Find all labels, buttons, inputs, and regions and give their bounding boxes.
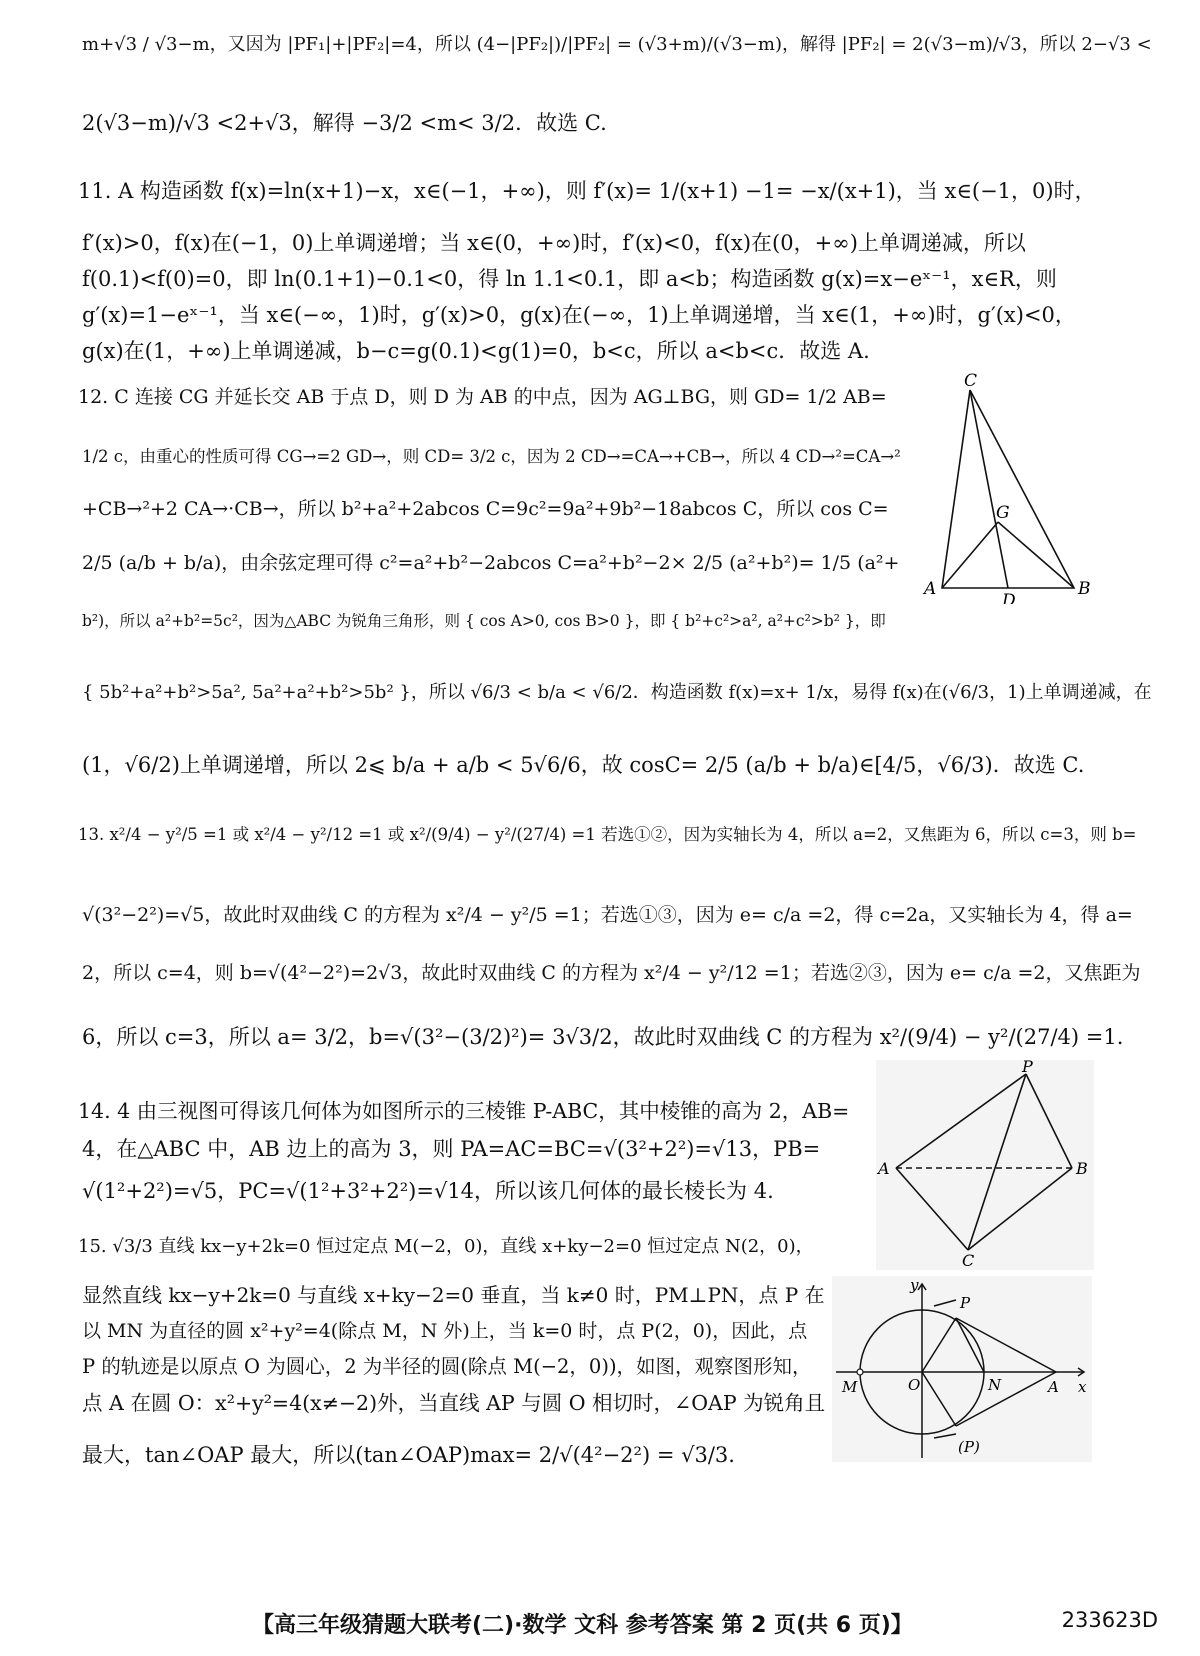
text-line: m+√3 / √3−m，又因为 |PF₁|+|PF₂|=4，所以 (4−|PF₂|)/|PF₂| = (√3+m)/(√3−m)，解得 |PF₂| = 2(√3−m)/√3，所以 2−√3 < bbox=[82, 34, 1152, 55]
text-line: 显然直线 kx−y+2k=0 与直线 x+ky−2=0 垂直，当 k≠0 时，PM⊥PN，点 P 在 bbox=[82, 1283, 825, 1307]
text-line: 11. A 构造函数 f(x)=ln(x+1)−x，x∈(−1，+∞)，则 f′(x)= 1/(x+1) −1= −x/(x+1)，当 x∈(−1，0)时， bbox=[78, 179, 1096, 203]
text-line: (1，√6/2)上单调递增，所以 2⩽ b/a + a/b < 5√6/6，故 cosC= 2/5 (a/b + b/a)∈[4/5，√6/3)．故选 C. bbox=[82, 753, 1085, 777]
text-line: b²)，所以 a²+b²=5c²，因为△ABC 为锐角三角形，则 { cos A>0, cos B>0 }，即 { b²+c²>a², a²+c²>b² }，即 bbox=[82, 612, 886, 630]
text-line: g′(x)=1−eˣ⁻¹，当 x∈(−∞，1)时，g′(x)>0，g(x)在(−∞，1)上单调递增，当 x∈(1，+∞)时，g′(x)<0， bbox=[82, 303, 1076, 327]
text-line: P 的轨迹是以原点 O 为圆心，2 为半径的圆(除点 M(−2，0))，如图，观察图形知， bbox=[82, 1355, 812, 1378]
svg-text:N: N bbox=[988, 1376, 1002, 1394]
svg-text:A: A bbox=[924, 579, 937, 599]
svg-text:(P): (P) bbox=[958, 1438, 980, 1456]
text-line: 14. 4 由三视图可得该几何体为如图所示的三棱锥 P-ABC，其中棱锥的高为 2，AB= bbox=[78, 1099, 850, 1123]
text-line: { 5b²+a²+b²>5a², 5a²+a²+b²>5b² }，所以 √6/3 < b/a < √6/2．构造函数 f(x)=x+ 1/x，易得 f(x)在(√6/3，1)上单调递减，在 bbox=[82, 682, 1152, 703]
svg-text:P: P bbox=[1022, 1060, 1033, 1076]
text-line: +CB→²+2 CA→·CB→，所以 b²+a²+2abcos C=9c²=9a²+9b²−18abcos C，所以 cos C= bbox=[82, 498, 889, 520]
text-line: 12. C 连接 CG 并延长交 AB 于点 D，则 D 为 AB 的中点，因为 AG⊥BG，则 GD= 1/2 AB= bbox=[78, 386, 887, 408]
text-line: f(0.1)<f(0)=0，即 ln(0.1+1)−0.1<0，得 ln 1.1<0.1，即 a<b；构造函数 g(x)=x−eˣ⁻¹，x∈R，则 bbox=[82, 267, 1057, 291]
text-line: 6，所以 c=3，所以 a= 3/2，b=√(3²−(3/2)²)= 3√3/2，故此时双曲线 C 的方程为 x²/(9/4) − y²/(27/4) =1. bbox=[82, 1025, 1124, 1049]
svg-text:G: G bbox=[996, 503, 1010, 523]
text-line: 15. √3/3 直线 kx−y+2k=0 恒过定点 M(−2，0)，直线 x+ky−2=0 恒过定点 N(2，0)， bbox=[78, 1236, 814, 1257]
svg-text:O: O bbox=[908, 1376, 921, 1394]
svg-text:C: C bbox=[962, 1251, 975, 1270]
text-line: 最大，tan∠OAP 最大，所以(tan∠OAP)max= 2/√(4²−2²) = √3/3. bbox=[82, 1443, 735, 1467]
svg-text:y: y bbox=[910, 1276, 919, 1294]
circle-tangent-figure bbox=[832, 1276, 1092, 1462]
svg-text:A: A bbox=[1048, 1378, 1059, 1396]
svg-text:B: B bbox=[1078, 579, 1091, 599]
text-line: 1/2 c，由重心的性质可得 CG→=2 GD→，则 CD= 3/2 c，因为 2 CD→=CA→+CB→，所以 4 CD→²=CA→² bbox=[82, 447, 901, 466]
text-line: 2/5 (a/b + b/a)，由余弦定理可得 c²=a²+b²−2abcos C=a²+b²−2× 2/5 (a²+b²)= 1/5 (a²+ bbox=[82, 552, 900, 574]
footer-code: 233623D bbox=[1061, 1608, 1158, 1632]
triangle-figure bbox=[922, 372, 1092, 604]
svg-text:C: C bbox=[964, 372, 978, 391]
text-line: 以 MN 为直径的圆 x²+y²=4(除点 M，N 外)上，当 k=0 时，点 P(2，0)，因此，点 bbox=[82, 1320, 808, 1342]
text-line: 点 A 在圆 O：x²+y²=4(x≠−2)外，当直线 AP 与圆 O 相切时，∠OAP 为锐角且 bbox=[82, 1391, 826, 1415]
svg-text:D: D bbox=[1002, 591, 1016, 604]
pyramid-figure bbox=[876, 1060, 1094, 1270]
svg-text:M: M bbox=[842, 1378, 858, 1396]
text-line: 13. x²/4 − y²/5 =1 或 x²/4 − y²/12 =1 或 x²/(9/4) − y²/(27/4) =1 若选①②，因为实轴长为 4，所以 a=2，又焦距为 6，所以 c=3，则 b= bbox=[78, 825, 1137, 844]
text-line: √(3²−2²)=√5，故此时双曲线 C 的方程为 x²/4 − y²/5 =1；若选①③，因为 e= c/a =2，得 c=2a，又实轴长为 4，得 a= bbox=[82, 904, 1133, 926]
text-line: 2(√3−m)/√3 <2+√3，解得 −3/2 <m< 3/2．故选 C. bbox=[82, 111, 607, 135]
svg-text:P: P bbox=[960, 1294, 971, 1312]
text-line: g(x)在(1，+∞)上单调递减，b−c=g(0.1)<g(1)=0，b<c，所以 a<b<c．故选 A. bbox=[82, 339, 870, 363]
text-line: √(1²+2²)=√5，PC=√(1²+3²+2²)=√14，所以该几何体的最长棱长为 4. bbox=[82, 1179, 774, 1203]
svg-text:A: A bbox=[878, 1159, 890, 1178]
text-line: 2，所以 c=4，则 b=√(4²−2²)=2√3，故此时双曲线 C 的方程为 x²/4 − y²/12 =1；若选②③，因为 e= c/a =2，又焦距为 bbox=[82, 962, 1141, 984]
text-line: 4，在△ABC 中，AB 边上的高为 3，则 PA=AC=BC=√(3²+2²)=√13，PB= bbox=[82, 1137, 821, 1161]
svg-text:x: x bbox=[1078, 1378, 1087, 1396]
footer-title: 【高三年级猜题大联考(二)·数学 文科 参考答案 第 2 页(共 6 页)】 bbox=[252, 1613, 913, 1638]
text-line: f′(x)>0，f(x)在(−1，0)上单调递增；当 x∈(0，+∞)时，f′(x)<0，f(x)在(0，+∞)上单调递减，所以 bbox=[82, 231, 1026, 255]
svg-text:B: B bbox=[1076, 1159, 1088, 1178]
